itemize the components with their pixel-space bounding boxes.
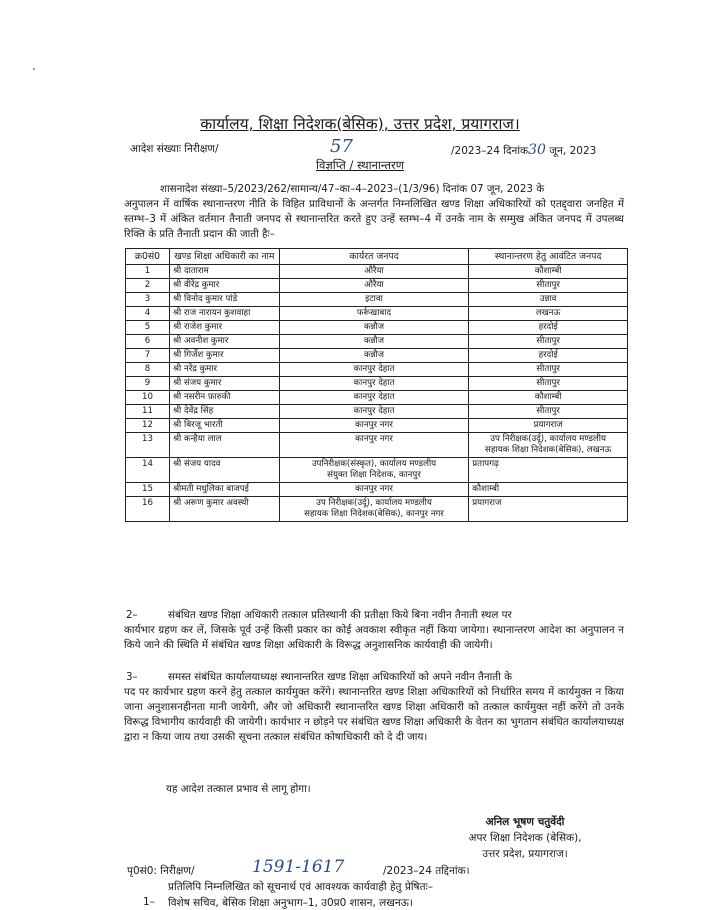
- cell-sn: 7: [126, 349, 170, 363]
- cell-current-line: उप निरीक्षक(उर्दू), कार्यालय मण्डलीय: [316, 498, 432, 508]
- transfer-table: [125, 248, 628, 522]
- cell-sn: 2: [126, 279, 170, 293]
- intro-paragraph: अनुपालन में वार्षिक स्थानान्तरण नीति के विहित प्राविधानों के अन्तर्गत निम्नलिखित खण्ड शिक्षा अधिकारियों को एतद्द्वारा जनहित में स्तम्भ–3 में अंकित वर्तमान तैनाती जनपद से स्थानान्तरित करते हुए उन्हें स्तम्भ–4 में उनके नाम के सम्मुख अंकित जनपद में उपलब्ध रिक्ति के प्रति तैनाती प्रदान की जाती हैः–: [124, 198, 624, 240]
- scan-speck: [33, 68, 35, 70]
- cell-current: कन्नौज: [279, 335, 469, 349]
- order-date: [451, 142, 596, 158]
- cell-current: कानपुर देहात: [279, 377, 469, 391]
- table-row: [126, 349, 628, 363]
- cell-sn: 14: [126, 458, 170, 483]
- para3-body: पद पर कार्यभार ग्रहण करने हेतु तत्काल कार्यमुक्त करेंगे। स्थानान्तरित खण्ड शिक्षा अधिकारियों को निर्धारित समय में कार्यमुक्त न किया जाना अनुशासनहीनता मानी जायेगी, और जो अधिकारी स्थानान्तरित खण्ड शिक्षा अधिकारी को तत्काल कार्यमुक्त नहीं करेंगे तो उनके विरूद्ध विभागीय कार्यवाही की जायेगी। कार्यभार न छोड़ने पर संबंधित खण्ड शिक्षा अधिकारी के वेतन का भुगतान संबंधित कार्यालयाध्यक्ष द्वारा न किया जाय तथा उसकी सूचना तत्काल संबंधित कोषाधिकारी को दे दी जाय।: [124, 686, 624, 743]
- col-header-new: स्थानान्तरण हेतु आवंटित जनपद: [469, 249, 628, 265]
- cell-new: कौशाम्बी: [469, 391, 628, 405]
- cell-sn: 9: [126, 377, 170, 391]
- cell-sn: 6: [126, 335, 170, 349]
- cell-sn: 1: [126, 265, 170, 279]
- cell-name: श्री नरेंद्र कुमार: [169, 363, 279, 377]
- cell-new-line: सहायक शिक्षा निदेशक(बेसिक), लखनऊ: [485, 445, 612, 455]
- cell-new: हरदोई: [469, 349, 628, 363]
- cell-sn: 11: [126, 405, 170, 419]
- cell-current: कानपुर देहात: [279, 405, 469, 419]
- table-row: [126, 363, 628, 377]
- cell-name: श्री विनोद कुमार पांडे: [169, 293, 279, 307]
- cell-new: उन्नाव: [469, 293, 628, 307]
- subject-heading: विज्ञप्ति / स्थानान्तरण: [315, 158, 405, 172]
- cell-name: श्री संजय कुमार: [169, 377, 279, 391]
- cell-sn: 3: [126, 293, 170, 307]
- cell-current-line: सहायक शिक्षा निदेशक(बेसिक), कानपुर नगर: [304, 509, 444, 519]
- cell-name: श्री वीरेंद्र कुमार: [169, 279, 279, 293]
- para3-first-line: समस्त संबंधित कार्यालयाध्यक्ष स्थानान्तरित खण्ड शिक्षा अधिकारियों को अपने नवीन तैनाती के: [168, 671, 513, 683]
- para2-first-line: संबंधित खण्ड शिक्षा अधिकारी तत्काल प्रतिस्थानी की प्रतीक्षा किये बिना नवीन तैनाती स्थल पर: [168, 609, 512, 621]
- office-title: कार्यालय, शिक्षा निदेशक(बेसिक), उत्तर प्रदेश, प्रयागराज।: [200, 115, 520, 133]
- cell-current: कानपुर देहात: [279, 391, 469, 405]
- cell-current: इटावा: [279, 293, 469, 307]
- cell-name: श्री संजय यादव: [169, 458, 279, 483]
- cell-current: कानपुर नगर: [279, 419, 469, 433]
- table-row: [126, 293, 628, 307]
- effect-line: यह आदेश तत्काल प्रभाव से लागू होगा।: [166, 783, 311, 795]
- copy-item-number: 1–: [143, 896, 155, 908]
- order-number-label: आदेश संख्याः निरीक्षण/: [130, 143, 219, 155]
- cell-name: श्री कन्हैया लाल: [169, 433, 279, 458]
- order-number-handwritten: 57: [330, 136, 353, 157]
- cell-current: औरैया: [279, 279, 469, 293]
- cell-name: श्री गिर्जेश कुमार: [169, 349, 279, 363]
- cell-new: सीतापुर: [469, 377, 628, 391]
- cell-new: कौशाम्बी: [469, 483, 628, 497]
- para2-number: 2–: [126, 609, 138, 621]
- col-header-name: खण्ड शिक्षा अधिकारी का नाम: [169, 249, 279, 265]
- para3-number: 3–: [126, 671, 138, 683]
- cell-current: औरैया: [279, 265, 469, 279]
- cell-sn: 13: [126, 433, 170, 458]
- cell-new: [469, 433, 628, 458]
- copy-forward-line: प्रतिलिपि निम्नलिखित को सूचनार्थ एवं आवश्यक कार्यवाही हेतु प्रेषितः–: [168, 881, 433, 893]
- date-day-handwritten: 30: [528, 142, 546, 158]
- table-row: [126, 483, 628, 497]
- table-row: [126, 335, 628, 349]
- table-row: [126, 265, 628, 279]
- table-row: [126, 433, 628, 458]
- cell-current-line: संयुक्त शिक्षा निदेशक, कानपुर: [327, 470, 421, 480]
- cell-name: श्री राज नारायन कुशवाहा: [169, 307, 279, 321]
- cell-current-line: उपनिरीक्षक(संस्कृत), कार्यालय मण्डलीय: [311, 459, 437, 469]
- table-row: [126, 307, 628, 321]
- cell-current: [279, 497, 469, 522]
- cell-current: कानपुर नगर: [279, 433, 469, 458]
- table-row: [126, 321, 628, 335]
- cell-sn: 8: [126, 363, 170, 377]
- cell-new: लखनऊ: [469, 307, 628, 321]
- table-row: [126, 391, 628, 405]
- cell-current: [279, 458, 469, 483]
- ref-date: /2023–24 तद्दिनांक।: [383, 865, 470, 877]
- table-row: [126, 405, 628, 419]
- cell-name: श्री नसरीन फ़ारुकी: [169, 391, 279, 405]
- cell-new: सीतापुर: [469, 363, 628, 377]
- table-row: [126, 279, 628, 293]
- cell-new: सीतापुर: [469, 279, 628, 293]
- date-prefix: /2023–24 दिनांक: [451, 145, 529, 157]
- cell-name: श्रीमती मधुलिका बाजपई: [169, 483, 279, 497]
- cell-sn: 15: [126, 483, 170, 497]
- cell-current: कानपुर नगर: [279, 483, 469, 497]
- ref-number-handwritten: 1591-1617: [252, 857, 345, 877]
- cell-sn: 12: [126, 419, 170, 433]
- cell-new-line: उप निरीक्षक(उर्दू), कार्यालय मण्डलीय: [490, 434, 606, 444]
- cell-sn: 10: [126, 391, 170, 405]
- cell-new: सीतापुर: [469, 405, 628, 419]
- signatory-name: अनिल भूषण चतुर्वेदी: [485, 816, 565, 828]
- copy-item-1: विशेष सचिव, बेसिक शिक्षा अनुभाग–1, उ0प्र0 शासन, लखनऊ।: [168, 897, 413, 909]
- cell-new: प्रतापगढ़: [469, 458, 628, 483]
- signatory-designation: अपर शिक्षा निदेशक (बेसिक),: [468, 832, 582, 844]
- cell-current: कन्नौज: [279, 349, 469, 363]
- cell-sn: 4: [126, 307, 170, 321]
- cell-new: प्रयागराज: [469, 497, 628, 522]
- signatory-place: उत्तर प्रदेश, प्रयागराज।: [482, 848, 568, 860]
- cell-name: श्री अरूण कुमार अवस्थी: [169, 497, 279, 522]
- col-header-current: कार्यरत जनपद: [279, 249, 469, 265]
- signature-block: [430, 814, 620, 862]
- cell-new: सीतापुर: [469, 335, 628, 349]
- table-row: [126, 497, 628, 522]
- table-row: [126, 458, 628, 483]
- cell-current: फर्रूखाबाद: [279, 307, 469, 321]
- table-header-row: [126, 249, 628, 265]
- cell-new: प्रयागराज: [469, 419, 628, 433]
- cell-current: कानपुर देहात: [279, 363, 469, 377]
- cell-new: हरदोई: [469, 321, 628, 335]
- ref-label: पृ0सं0: निरीक्षण/: [127, 865, 195, 877]
- col-header-sn: क्र0सं0: [126, 249, 170, 265]
- para2-body: कार्यभार ग्रहण कर लें, जिसके पूर्व उन्हें किसी प्रकार का कोई अवकाश स्वीकृत नहीं किया जायेगा। स्थानान्तरण आदेश का अनुपालन न किये जाने की स्थिति में संबंधित खण्ड शिक्षा अधिकारी के विरूद्ध अनुशासनिक कार्यवाही की जायेगी।: [124, 624, 624, 651]
- cell-name: श्री बिरजू भारती: [169, 419, 279, 433]
- cell-sn: 5: [126, 321, 170, 335]
- cell-new: कौशाम्बी: [469, 265, 628, 279]
- cell-name: श्री दाताराम: [169, 265, 279, 279]
- cell-current: कन्नौज: [279, 321, 469, 335]
- cell-sn: 16: [126, 497, 170, 522]
- cell-name: श्री अवनीश कुमार: [169, 335, 279, 349]
- table-row: [126, 377, 628, 391]
- table-row: [126, 419, 628, 433]
- cell-name: श्री देवेंद्र सिंह: [169, 405, 279, 419]
- date-suffix: जून, 2023: [549, 145, 597, 157]
- cell-name: श्री राजेश कुमार: [169, 321, 279, 335]
- intro-first-line: शासनादेश संख्या–5/2023/262/सामान्य/47–का–4–2023–(1/3/96) दिनांक 07 जून, 2023 के: [160, 183, 545, 195]
